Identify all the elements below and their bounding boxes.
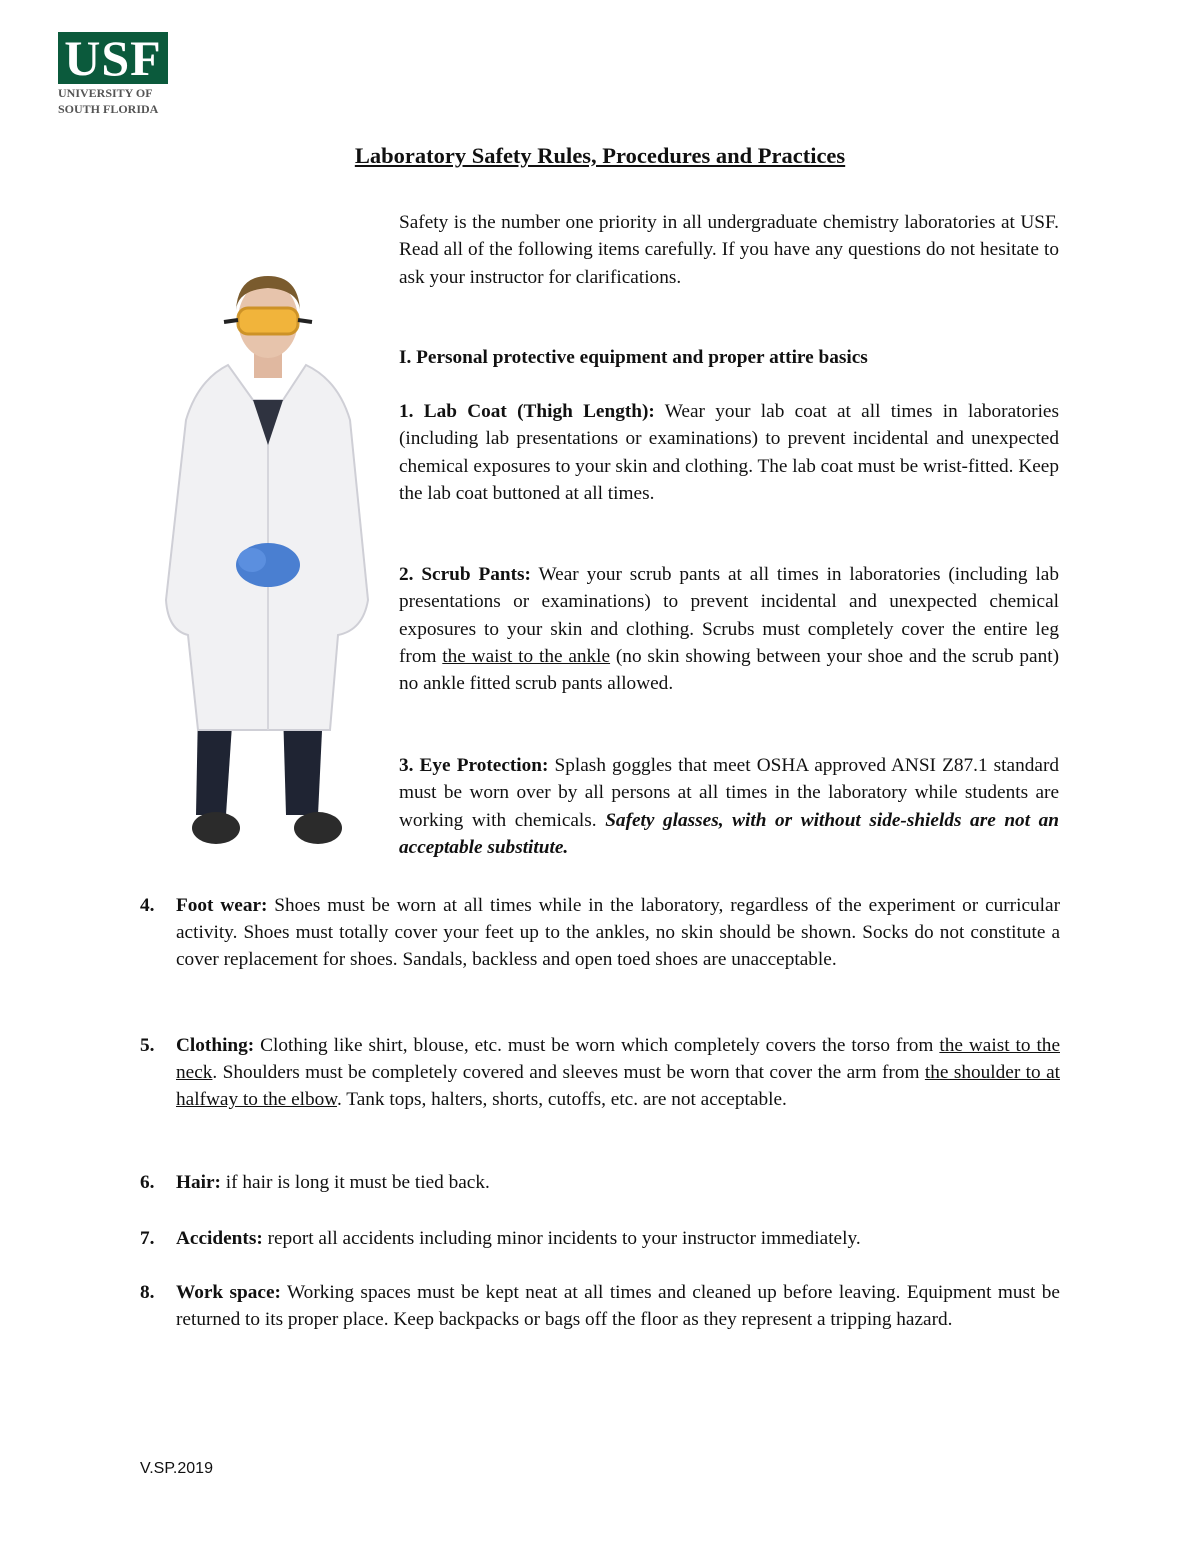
usf-logo (58, 32, 170, 116)
item-foot-wear: 4. Foot wear: Shoes must be worn at all times while in the laboratory, regardless of the experiment or curricular activity. Shoes must totally cover your feet up to the ankles, no skin should be shown. Socks do not constitute a cover replacement for shoes. Sandals, backless and open toed shoes are unacceptable. (140, 895, 1060, 970)
logo-mark: USF (58, 32, 168, 84)
section-heading: I. Personal protective equipment and proper attire basics (399, 347, 868, 368)
item-clothing: 5. Clothing: Clothing like shirt, blouse, etc. must be worn which completely covers the torso from the waist to the neck. Shoulders must be completely covered and sleeves must be worn that cover the arm from the shoulder to at halfway to the elbow. Tank tops, halters, shorts, cutoffs, etc. are not acceptable. (140, 1035, 1060, 1110)
item-hair: 6. Hair: if hair is long it must be tied back. (140, 1172, 490, 1193)
logo-line-2: SOUTH FLORIDA (58, 102, 159, 116)
item-work-space: 8. Work space: Working spaces must be kept neat at all times and cleaned up before leaving. Equipment must be returned to its proper place. Keep backpacks or bags off the floor as they represent a tripping hazard. (140, 1282, 1060, 1330)
item-accidents: 7. Accidents: report all accidents including minor incidents to your instructor immediately. (140, 1228, 861, 1249)
item-scrub-pants: 2. Scrub Pants: Wear your scrub pants at all times in laboratories (including lab presentations or examinations) to prevent incidental and unexpected chemical exposures to your skin and clothing. Scrubs must completely cover the entire leg from the waist to the ankle (no skin showing between your shoe and the scrub pant) no ankle fitted scrub pants allowed. (399, 564, 1060, 695)
lab-coat-person-image (158, 270, 378, 856)
logo-line-1: UNIVERSITY OF (58, 86, 153, 100)
intro-paragraph: Safety is the number one priority in all undergraduate chemistry laboratories at USF. Read all of the following items carefully. If you have any questions do not hesitate to ask your instructor for clarifications. (399, 212, 1059, 288)
version-footer: V.SP.2019 (140, 1460, 213, 1477)
item-eye-protection: 3. Eye Protection: Splash goggles that meet OSHA approved ANSI Z87.1 standard must be worn over by all persons at all times in the laboratory while students are working with chemicals. Safety glasses, with or without side-shields are not an acceptable substitute. (399, 755, 1060, 858)
item-lab-coat: 1. Lab Coat (Thigh Length): Wear your lab coat at all times in laboratories (including lab presentations or examinations) to prevent incidental and unexpected chemical exposures to your skin and clothing. The lab coat must be wrist-fitted. Keep the lab coat buttoned at all times. (399, 401, 1059, 504)
page-title: Laboratory Safety Rules, Procedures and Practices (354, 143, 846, 168)
